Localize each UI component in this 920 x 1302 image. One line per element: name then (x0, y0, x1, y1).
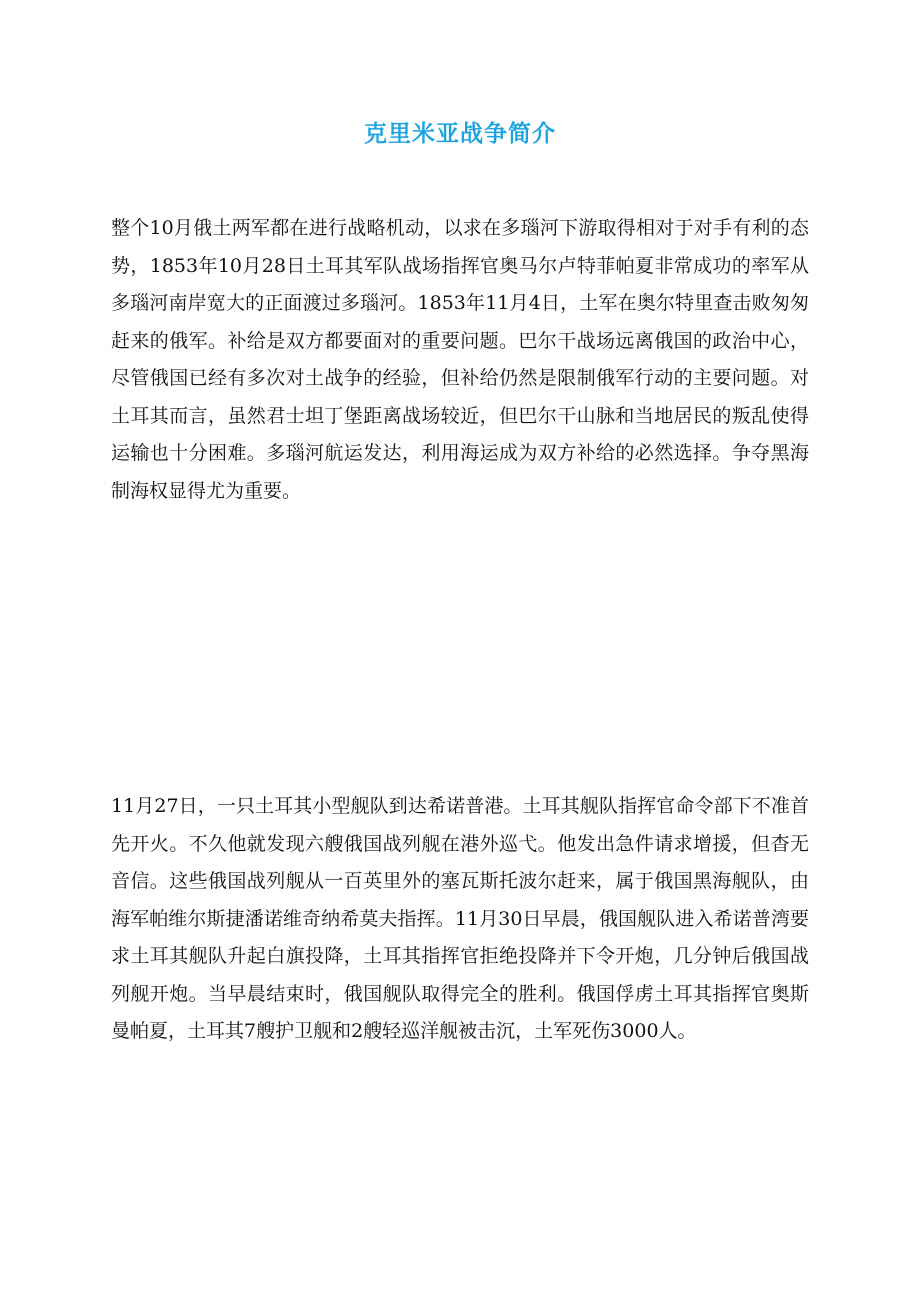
paragraph-1: 整个10月俄土两军都在进行战略机动，以求在多瑙河下游取得相对于对手有利的态势，1853年10月28日土耳其军队战场指挥官奥马尔卢特菲帕夏非常成功的率军从多瑙河南岸宽大的正面渡过多瑙河。1853年11月4日，土军在奥尔特里查击败匆匆赶来的俄军。补给是双方都要面对的重要问题。巴尔干战场远离俄国的政治中心，尽管俄国已经有多次对土战争的经验，但补给仍然是限制俄军行动的主要问题。对土耳其而言，虽然君士坦丁堡距离战场较近，但巴尔干山脉和当地居民的叛乱使得运输也十分困难。多瑙河航运发达，利用海运成为双方补给的必然选择。争夺黑海制海权显得尤为重要。 (111, 217, 809, 502)
paragraph-2: 11月27日，一只土耳其小型舰队到达希诺普港。土耳其舰队指挥官命令部下不准首先开火。不久他就发现六艘俄国战列舰在港外巡弋。他发出急件请求增援，但杳无音信。这些俄国战列舰从一百英里外的塞瓦斯托波尔赶来，属于俄国黑海舰队，由海军帕维尔斯捷潘诺维奇纳希莫夫指挥。11月30日早晨，俄国舰队进入希诺普湾要求土耳其舰队升起白旗投降，土耳其指挥官拒绝投降并下令开炮，几分钟后俄国战列舰开炮。当早晨结束时，俄国舰队取得完全的胜利。俄国俘虏土耳其指挥官奥斯曼帕夏，土耳其7艘护卫舰和2艘轻巡洋舰被击沉，土军死伤3000人。 (111, 795, 809, 1042)
page-title: 克里米亚战争简介 (364, 120, 556, 147)
